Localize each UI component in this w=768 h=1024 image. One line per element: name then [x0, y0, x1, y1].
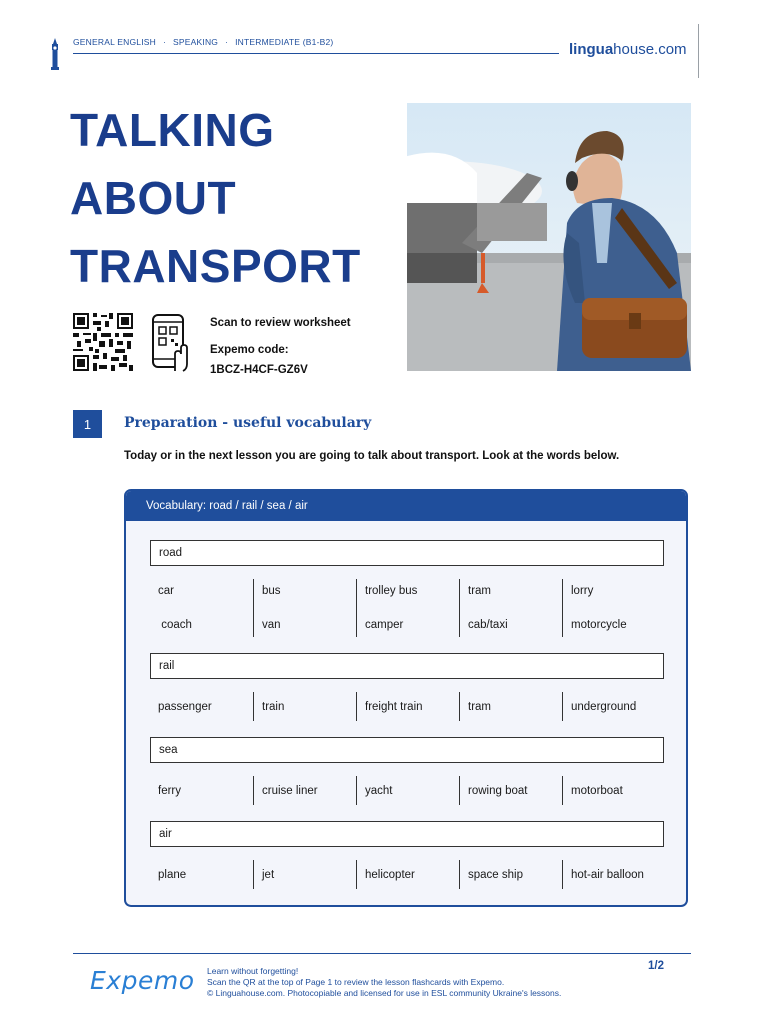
title-line-1: TALKING	[70, 104, 275, 156]
word: car	[158, 585, 174, 597]
section-number: 1	[73, 410, 102, 438]
title-line-2: ABOUT	[70, 172, 237, 224]
header	[0, 0, 768, 70]
expemo-logo[interactable]: Expemo	[90, 966, 195, 995]
word: rowing boat	[459, 776, 562, 805]
word: freight train	[356, 692, 459, 721]
qr-code-icon[interactable]	[73, 313, 133, 371]
header-divider	[698, 24, 699, 78]
word: trolley bus	[365, 585, 418, 597]
header-rule	[73, 53, 559, 54]
big-ben-icon	[49, 38, 61, 70]
word: tram	[468, 585, 491, 597]
word: plane	[158, 868, 187, 881]
section-title: Preparation - useful vocabulary	[124, 415, 372, 431]
word-column	[562, 579, 665, 637]
word: coach	[158, 619, 192, 631]
word: motorcycle	[571, 619, 627, 631]
category-rail: rail	[150, 653, 664, 679]
category-road: road	[150, 540, 664, 566]
footer-instructions: Scan the QR at the top of Page 1 to review the lesson flashcards with Expemo.	[207, 977, 505, 987]
word: helicopter	[356, 860, 459, 889]
word: jet	[253, 860, 356, 889]
vocabulary-box	[124, 489, 688, 907]
page-title	[70, 96, 361, 300]
word: cruise liner	[253, 776, 356, 805]
breadcrumb-grade[interactable]: INTERMEDIATE (B1-B2)	[235, 37, 334, 47]
word: bus	[262, 585, 281, 597]
word: motorboat	[562, 776, 665, 805]
word: passenger	[158, 700, 212, 713]
word: yacht	[356, 776, 459, 805]
word-column	[459, 579, 562, 637]
word: underground	[562, 692, 665, 721]
category-sea: sea	[150, 737, 664, 763]
footer-text	[207, 966, 561, 999]
word-column	[253, 579, 356, 637]
word: lorry	[571, 585, 594, 597]
expemo-code-label: Expemo code:	[210, 344, 289, 356]
sea-words	[150, 776, 670, 805]
footer-copyright: © Linguahouse.com. Photocopiable and licensed for use in ESL community Ukraine's lessons.	[207, 988, 562, 998]
word: hot-air balloon	[562, 860, 665, 889]
brand-logo[interactable]	[569, 41, 687, 58]
scan-instruction: Scan to review worksheet	[210, 317, 351, 329]
vocabulary-header: Vocabulary: road / rail / sea / air	[126, 491, 686, 521]
phone-scan-icon	[151, 314, 191, 372]
word-column	[150, 579, 253, 637]
footer-rule	[73, 953, 691, 954]
breadcrumb-skill[interactable]: SPEAKING	[173, 37, 219, 47]
rail-words	[150, 692, 670, 721]
road-words	[150, 579, 670, 637]
word: train	[253, 692, 356, 721]
scan-info	[210, 313, 351, 380]
word: tram	[459, 692, 562, 721]
brand-rest: house.com	[613, 41, 687, 58]
word: ferry	[158, 784, 181, 797]
page-number: 1/2	[648, 960, 664, 972]
footer-tagline: Learn without forgetting!	[207, 966, 299, 976]
word: camper	[365, 619, 404, 631]
expemo-code: 1BCZ-H4CF-GZ6V	[210, 364, 308, 376]
breadcrumb-level[interactable]: GENERAL ENGLISH	[73, 37, 156, 47]
word-column	[356, 579, 459, 637]
word: space ship	[459, 860, 562, 889]
section-instruction: Today or in the next lesson you are going to talk about transport. Look at the words below.	[124, 450, 620, 462]
hero-photo	[407, 103, 691, 371]
title-line-3: TRANSPORT	[70, 240, 361, 292]
breadcrumb: GENERAL ENGLISH · SPEAKING · INTERMEDIATE (B1-B2)	[73, 37, 334, 47]
word: cab/taxi	[468, 619, 508, 631]
air-words	[150, 860, 670, 889]
word: van	[262, 619, 281, 631]
brand-bold: lingua	[569, 41, 614, 58]
category-air: air	[150, 821, 664, 847]
